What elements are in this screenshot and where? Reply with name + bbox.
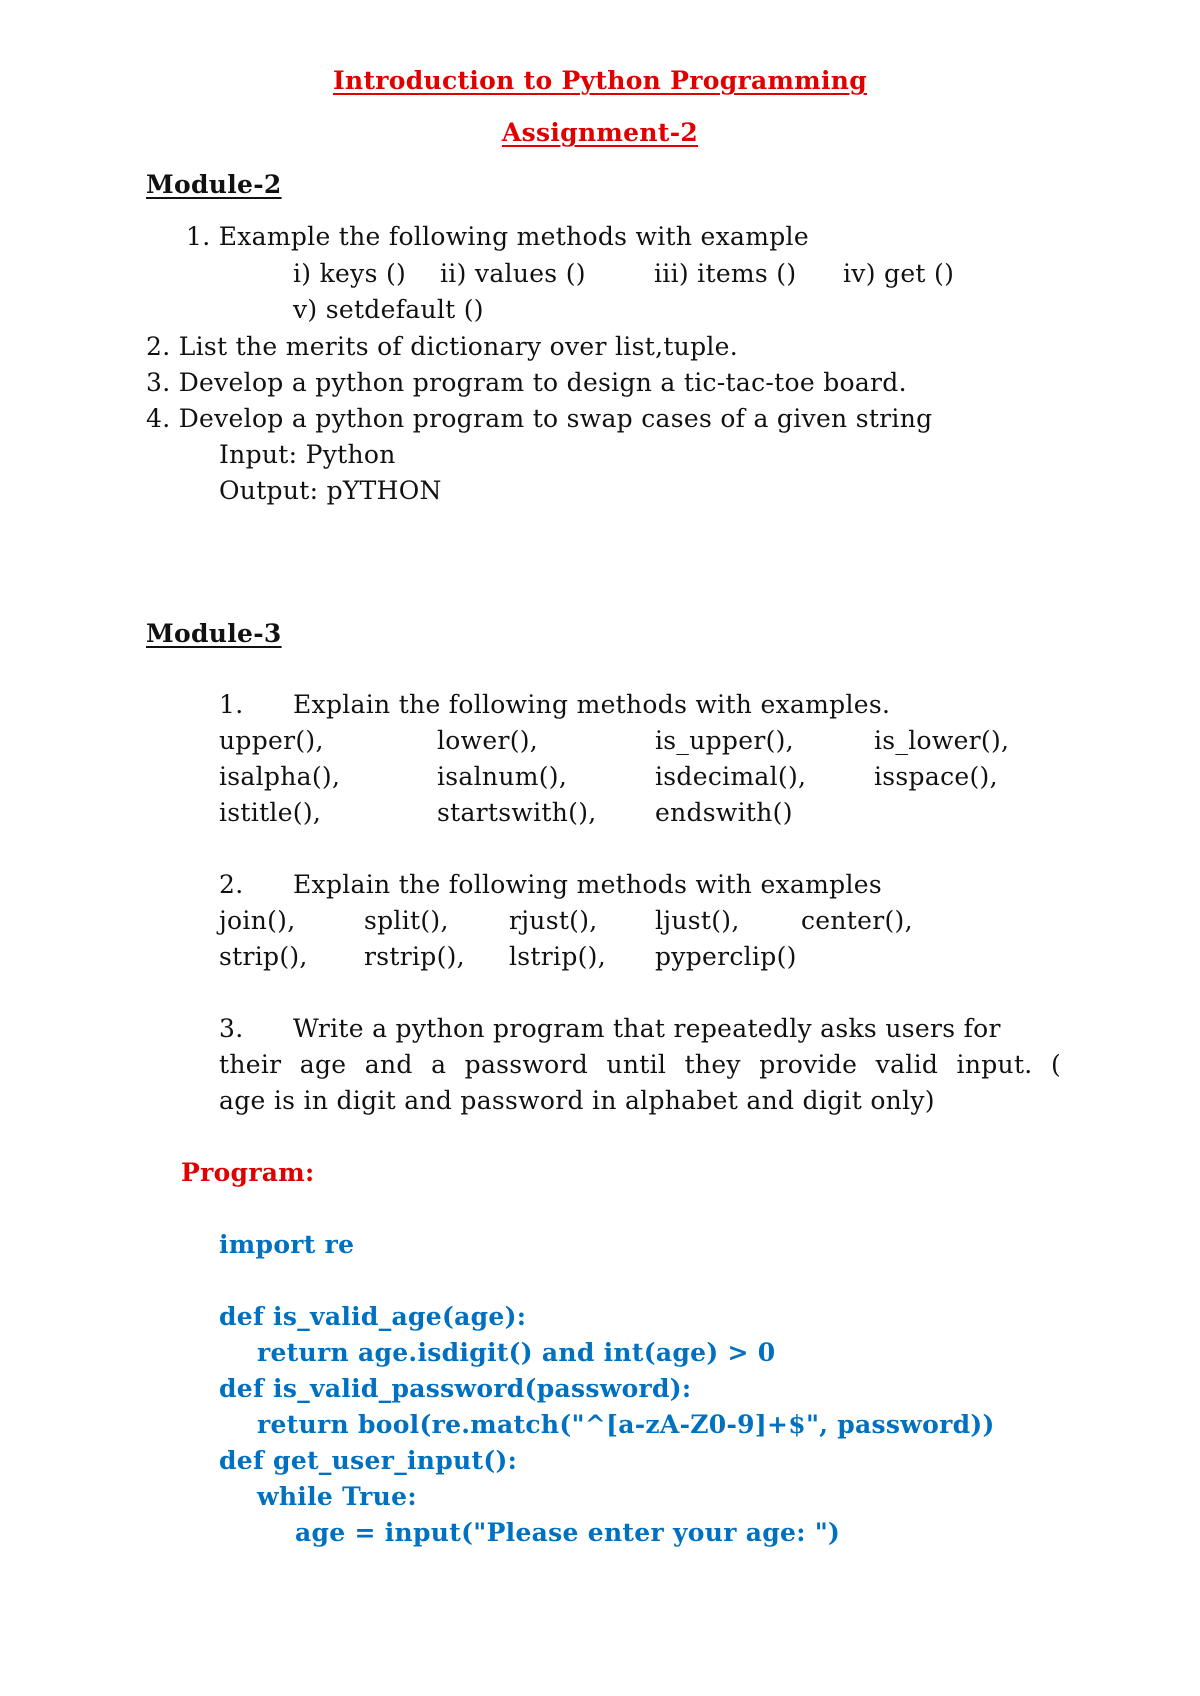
method-item: lower(), bbox=[437, 726, 539, 755]
document-title: Introduction to Python Programming bbox=[332, 66, 868, 95]
method-item: isalpha(), bbox=[219, 762, 341, 791]
method-item: endswith() bbox=[655, 798, 793, 827]
program-label: Program: bbox=[181, 1158, 315, 1187]
method-item: iv) get () bbox=[843, 259, 955, 288]
module-3-question-3-line-1: Write a python program that repeatedly asks users for bbox=[293, 1014, 1001, 1043]
code-line: age = input("Please enter your age: ") bbox=[295, 1518, 841, 1547]
question-number: 2. bbox=[219, 870, 244, 899]
method-item: strip(), bbox=[219, 942, 308, 971]
method-item: v) setdefault () bbox=[293, 295, 484, 324]
method-item: startswith(), bbox=[437, 798, 597, 827]
method-item: pyperclip() bbox=[655, 942, 797, 971]
code-line: return bool(re.match("^[a-zA-Z0-9]+$", password)) bbox=[257, 1410, 995, 1439]
code-line: def is_valid_age(age): bbox=[219, 1302, 527, 1331]
module-2-question-2: 2. List the merits of dictionary over list,tuple. bbox=[146, 332, 739, 361]
module-2-question-1: 1. Example the following methods with example bbox=[186, 222, 809, 251]
code-line: return age.isdigit() and int(age) > 0 bbox=[257, 1338, 776, 1367]
method-item: rstrip(), bbox=[364, 942, 465, 971]
example-output: Output: pYTHON bbox=[219, 476, 442, 505]
code-line: def is_valid_password(password): bbox=[219, 1374, 692, 1403]
method-item: is_lower(), bbox=[874, 726, 1010, 755]
question-number: 3. bbox=[219, 1014, 244, 1043]
method-item: istitle(), bbox=[219, 798, 322, 827]
method-item: isalnum(), bbox=[437, 762, 568, 791]
module-2-heading: Module-2 bbox=[146, 170, 282, 199]
module-2-question-4: 4. Develop a python program to swap cases of a given string bbox=[146, 404, 933, 433]
method-item: join(), bbox=[219, 906, 296, 935]
module-3-question-3-line-2: their age and a password until they provide valid input. ( bbox=[219, 1050, 1061, 1079]
method-item: i) keys () bbox=[293, 259, 407, 288]
module-3-question-2: Explain the following methods with examples bbox=[293, 870, 882, 899]
method-item: iii) items () bbox=[654, 259, 797, 288]
method-item: ljust(), bbox=[655, 906, 740, 935]
method-item: isdecimal(), bbox=[655, 762, 807, 791]
module-3-question-3-line-3: age is in digit and password in alphabet and digit only) bbox=[219, 1086, 935, 1115]
method-item: ii) values () bbox=[440, 259, 586, 288]
document-subtitle: Assignment-2 bbox=[501, 118, 699, 147]
module-3-question-1: Explain the following methods with examples. bbox=[293, 690, 891, 719]
method-item: split(), bbox=[364, 906, 449, 935]
code-line: while True: bbox=[257, 1482, 417, 1511]
method-item: rjust(), bbox=[509, 906, 598, 935]
method-item: center(), bbox=[801, 906, 913, 935]
question-number: 1. bbox=[219, 690, 244, 719]
module-2-question-3: 3. Develop a python program to design a tic-tac-toe board. bbox=[146, 368, 907, 397]
module-3-heading: Module-3 bbox=[146, 619, 282, 648]
method-item: is_upper(), bbox=[655, 726, 794, 755]
method-item: lstrip(), bbox=[509, 942, 606, 971]
method-item: upper(), bbox=[219, 726, 324, 755]
code-line: def get_user_input(): bbox=[219, 1446, 518, 1475]
example-input: Input: Python bbox=[219, 440, 396, 469]
method-item: isspace(), bbox=[874, 762, 998, 791]
code-line: import re bbox=[219, 1230, 355, 1259]
